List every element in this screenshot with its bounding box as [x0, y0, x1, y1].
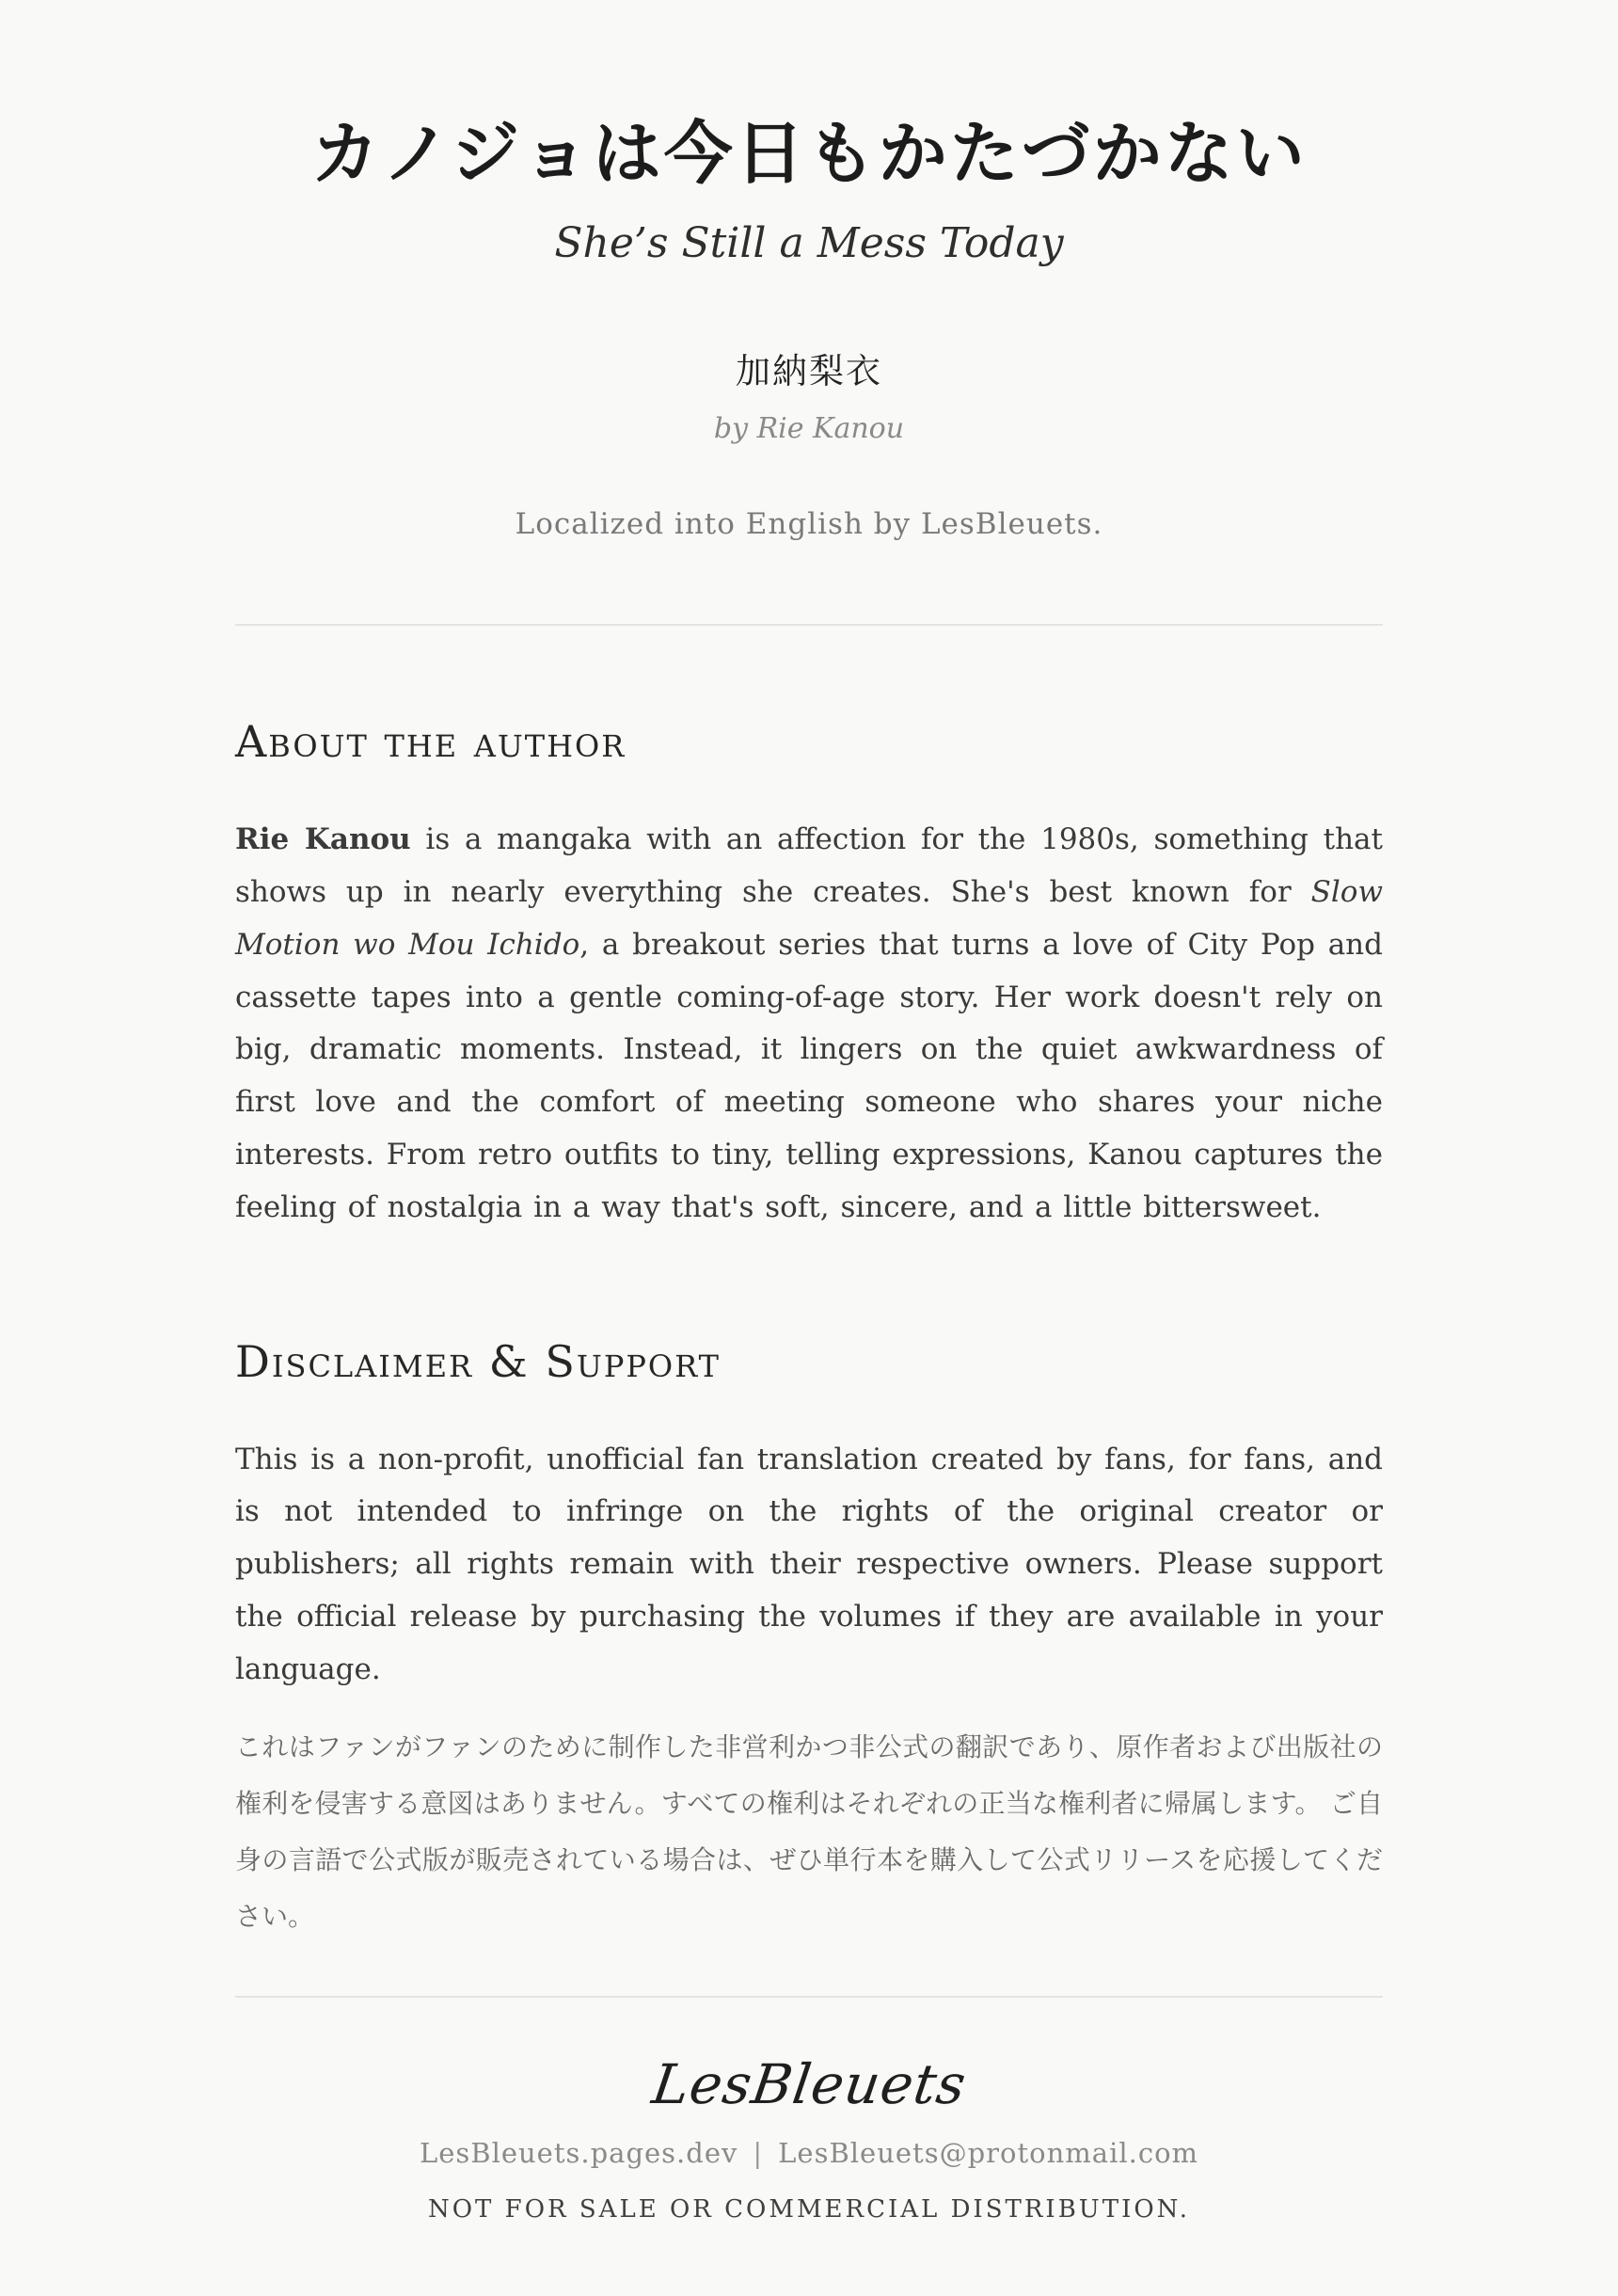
disclaimer-heading: Disclaimer & Support — [235, 1335, 721, 1387]
disclaimer-paragraph-english: This is a non-profit, unofficial fan translation created by fans, for fans, and is not intended to infringe on the rights of the original creator or publishers; all rights remain with their respective owners. Please support the official release by purchasing the volumes if they are available in your language. — [235, 1442, 1383, 1686]
about-text-1: is a mangaka with an affection for the 1980s, something that shows up in nearly everything she creates. She's best known for — [235, 822, 1383, 910]
disclaimer-paragraph-japanese: これはファンがファンのために制作した非営利かつ非公式の翻訳であり、原作者および出版社の権利を侵害する意図はありません。すべての権利はそれぞれの正当な権利者に帰属します。 ご自身の言語で公式版が販売されている場合は、ぜひ単行本を購入して公式リリースを応援してください。 — [235, 1730, 1383, 1933]
about-the-author-section — [235, 716, 1383, 1234]
disclaimer-support-section — [235, 1336, 1383, 1946]
author-byline: by Rie Kanou — [713, 412, 905, 446]
about-heading: About the author — [235, 716, 627, 768]
lesbleuets-signature-logo: LesBleuets — [647, 2052, 971, 2117]
website-text: LesBleuets.pages.dev — [419, 2137, 738, 2170]
title-english: She’s Still a Mess Today — [554, 219, 1064, 268]
about-text-2: , a breakout series that turns a love of City Pop and cassette tapes into a gentle coming-of-age story. Her work doesn't rely on big, dramatic moments. Instead, it lingers on the quiet awkwardness of first love and the comfort of meeting someone who shares your niche interests. From retro outfits to tiny, telling expressions, Kanou captures the feeling of nostalgia in a way that's soft, sincere, and a little bittersweet. — [235, 927, 1383, 1224]
localization-credit: Localized into English by LesBleuets. — [515, 507, 1103, 542]
email-text: LesBleuets@protonmail.com — [778, 2137, 1199, 2170]
series-title-emphasis: Slow Motion wo Mou Ichido — [235, 875, 1383, 962]
contact-line — [235, 2137, 1383, 2169]
title-block — [235, 111, 1383, 541]
section-divider-top — [235, 624, 1383, 626]
not-for-sale-notice: NOT FOR SALE OR COMMERCIAL DISTRIBUTION. — [427, 2195, 1190, 2224]
author-name-japanese: 加納梨衣 — [736, 351, 882, 392]
about-paragraph — [235, 814, 1383, 1234]
contact-separator: | — [753, 2137, 764, 2170]
author-name-emphasis: Rie Kanou — [235, 822, 411, 857]
title-japanese: カノジョは今日もかたづかない — [310, 113, 1308, 194]
footer — [235, 1998, 1383, 2224]
